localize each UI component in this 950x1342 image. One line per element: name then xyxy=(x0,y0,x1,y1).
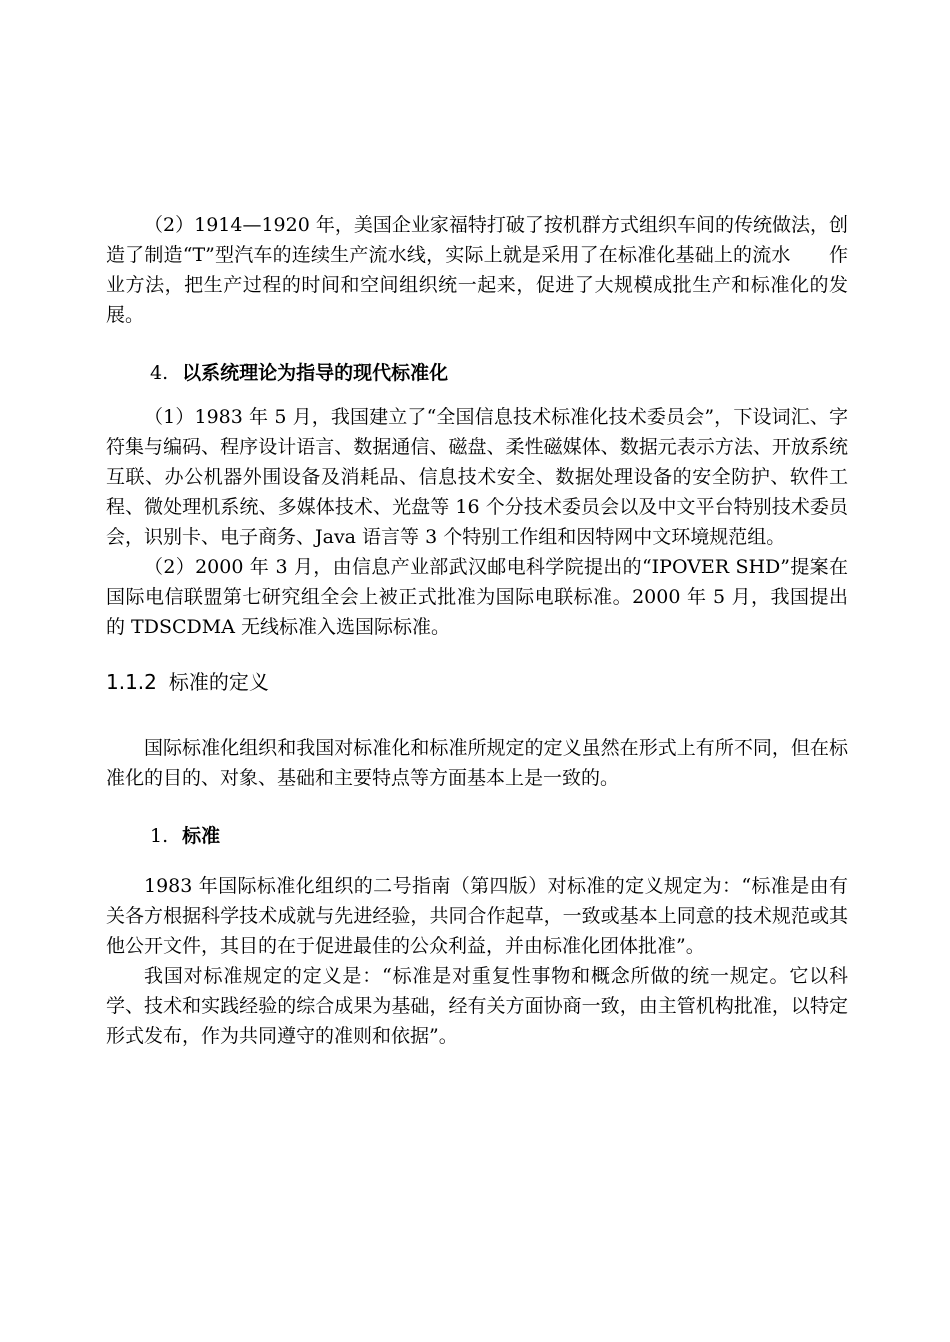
paragraph-china-definition: 我国对标准规定的定义是：“标准是对重复性事物和概念所做的统一规定。它以科学、技术和实践经验的综合成果为基础，经有关方面协商一致，由主管机构批准，以特定形式发布，作为共同遵守的准则和依据”。 xyxy=(106,965,848,1047)
heading-text: 以系统理论为指导的现代标准化 xyxy=(182,362,449,384)
spacer xyxy=(106,330,848,358)
spacer xyxy=(106,388,848,402)
paragraph-definition-intro: 国际标准化组织和我国对标准化和标准所规定的定义虽然在形式上有所不同，但在标准化的目的、对象、基础和主要特点等方面基本上是一致的。 xyxy=(106,737,848,789)
heading-number: 1. xyxy=(150,825,169,847)
heading-text: 标准 xyxy=(182,825,221,847)
heading-number: 4. xyxy=(150,362,169,384)
spacer xyxy=(106,851,848,871)
section-text: 标准的定义 xyxy=(168,670,269,694)
paragraph-1983-committee: （1）1983 年 5 月，我国建立了“全国信息技术标准化技术委员会”，下设词汇、字符集与编码、程序设计语言、数据通信、磁盘、柔性磁媒体、数据元表示方法、开放系统互联、办公机器外围设备及消耗品、信息技术安全、数据处理设备的安全防护、软件工程、微处理机系统、多媒体技术、光盘等 16 个分技术委员会以及中文平台特别技术委员会，识别卡、电子商务、Java 语言等 3 个特别工作组和因特网中文环境规范组。 xyxy=(106,406,848,548)
document-page xyxy=(106,210,848,1051)
paragraph-ford-assembly-line: （2）1914—1920 年，美国企业家福特打破了按机群方式组织车间的传统做法，创造了制造“T”型汽车的连续生产流水线，实际上就是采用了在标准化基础上的流水 作业方法，把生产过程的时间和空间组织统一起来，促进了大规模成批生产和标准化的发展。 xyxy=(106,214,848,326)
spacer xyxy=(106,642,848,667)
heading-modern-standardization xyxy=(106,358,848,388)
section-number: 1.1.2 xyxy=(106,670,157,694)
section-title-standard-definition xyxy=(106,667,848,697)
spacer xyxy=(106,697,848,733)
paragraph-2000-itu: （2）2000 年 3 月，由信息产业部武汉邮电科学院提出的“IPOVER SHD”提案在国际电信联盟第七研究组全会上被正式批准为国际电联标准。2000 年 5 月，我国提出的 TDSCDMA 无线标准入选国际标准。 xyxy=(106,556,848,638)
heading-standard xyxy=(106,821,848,851)
spacer xyxy=(106,793,848,821)
paragraph-iso-definition: 1983 年国际标准化组织的二号指南（第四版）对标准的定义规定为：“标准是由有关各方根据科学技术成就与先进经验，共同合作起草，一致或基本上同意的技术规范或其他公开文件，其目的在于促进最佳的公众利益，并由标准化团体批准”。 xyxy=(106,875,848,957)
